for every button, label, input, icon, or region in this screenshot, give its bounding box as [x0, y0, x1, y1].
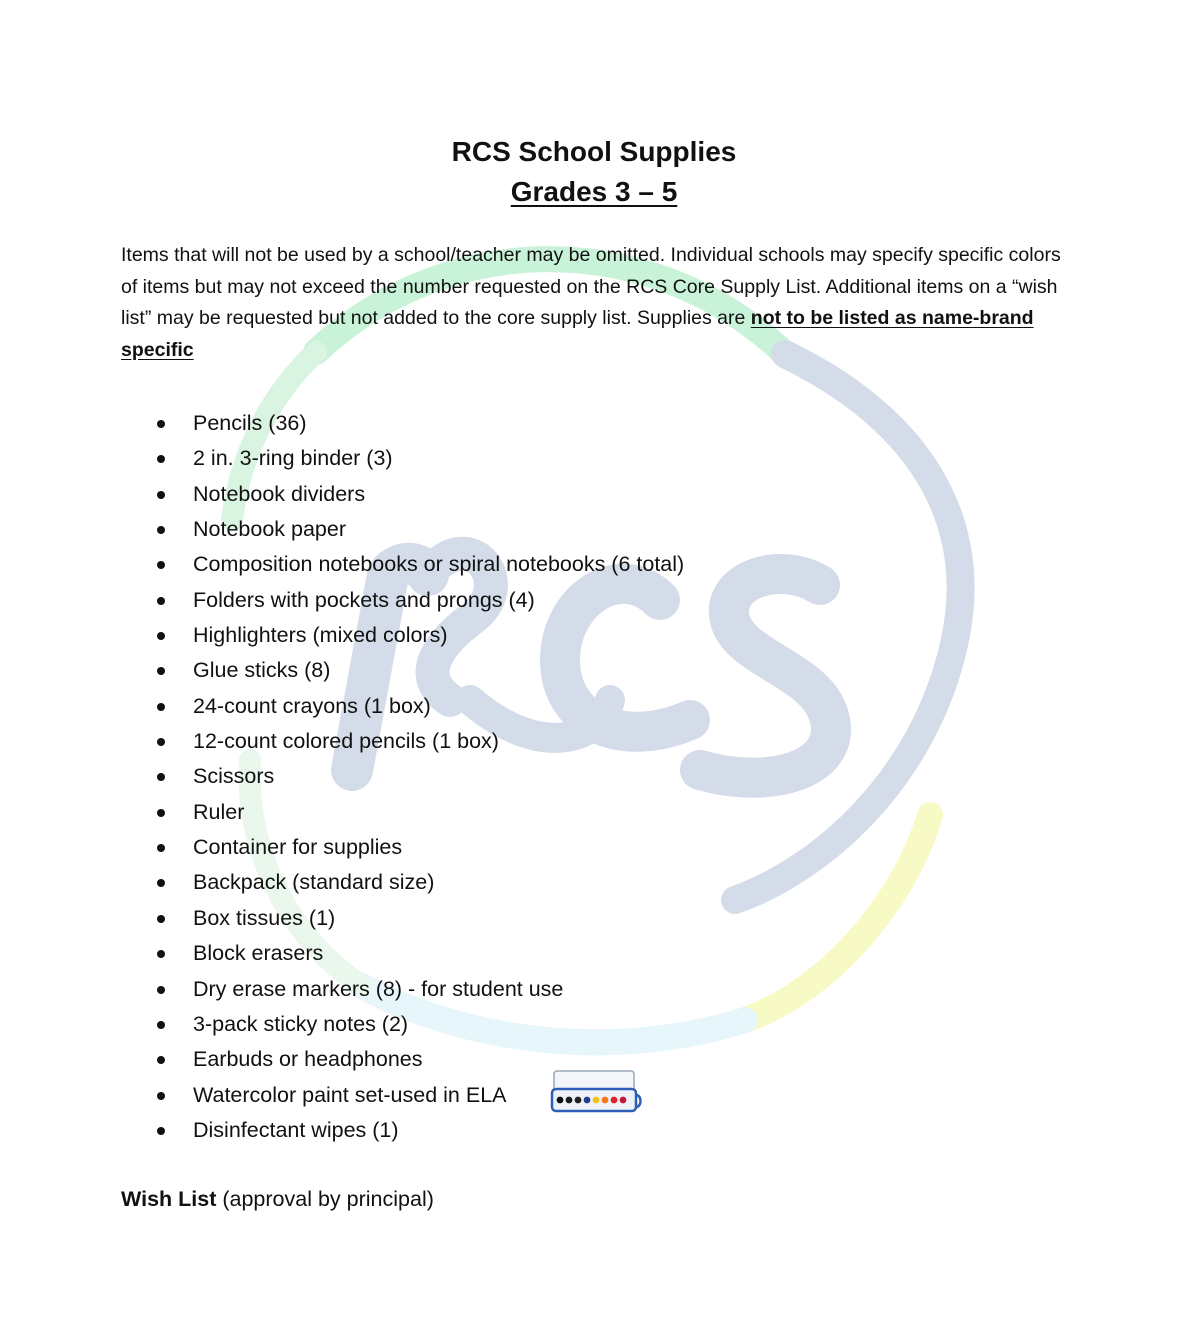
- intro-paragraph: [121, 240, 1071, 366]
- list-item: Watercolor paint set-used in ELA: [0, 1078, 900, 1113]
- list-item: 24-count crayons (1 box): [0, 689, 900, 724]
- wish-list-label: Wish List: [121, 1187, 217, 1211]
- bullet-icon: [157, 844, 165, 852]
- list-item: 3-pack sticky notes (2): [0, 1007, 900, 1042]
- watercolor-paint-set-icon: [550, 1069, 642, 1115]
- list-item: Earbuds or headphones: [0, 1042, 900, 1077]
- bullet-icon: [157, 915, 165, 923]
- supply-list: [0, 406, 900, 1148]
- list-item: Folders with pockets and prongs (4): [0, 583, 900, 618]
- list-item: Box tissues (1): [0, 901, 900, 936]
- list-item: Backpack (standard size): [0, 865, 900, 900]
- list-item: Glue sticks (8): [0, 653, 900, 688]
- bullet-icon: [157, 950, 165, 958]
- bullet-icon: [157, 561, 165, 569]
- wish-list: [121, 1183, 434, 1215]
- list-item: 2 in. 3-ring binder (3): [0, 441, 900, 476]
- list-item: Notebook dividers: [0, 477, 900, 512]
- bullet-icon: [157, 597, 165, 605]
- list-item: Dry erase markers (8) - for student use: [0, 972, 900, 1007]
- list-item: 12-count colored pencils (1 box): [0, 724, 900, 759]
- list-item: Disinfectant wipes (1): [0, 1113, 900, 1148]
- list-item: Notebook paper: [0, 512, 900, 547]
- bullet-icon: [157, 491, 165, 499]
- list-item: Highlighters (mixed colors): [0, 618, 900, 653]
- bullet-icon: [157, 667, 165, 675]
- intro-text: Items that will not be used by a school/teacher may be omitted. Individual schools may specify specific colors of items but may not exceed the number requested on the RCS Core Supply List. Additional items on a “wish list” may be requested but not added to the core supply list. Supplies are: [121, 244, 1061, 329]
- bullet-icon: [157, 455, 165, 463]
- intro-emphasis: not to be listed as name-brand specific: [121, 307, 1034, 361]
- wish-list-note: (approval by principal): [222, 1187, 434, 1211]
- list-item: Pencils (36): [0, 406, 900, 441]
- list-item: Container for supplies: [0, 830, 900, 865]
- bullet-icon: [157, 986, 165, 994]
- bullet-icon: [157, 1127, 165, 1135]
- bullet-icon: [157, 1092, 165, 1100]
- bullet-icon: [157, 809, 165, 817]
- list-item: Ruler: [0, 795, 900, 830]
- bullet-icon: [157, 738, 165, 746]
- bullet-icon: [157, 420, 165, 428]
- list-item: Block erasers: [0, 936, 900, 971]
- page-subtitle: Grades 3 – 5: [510, 176, 678, 207]
- bullet-icon: [157, 1056, 165, 1064]
- bullet-icon: [157, 632, 165, 640]
- bullet-icon: [157, 879, 165, 887]
- bullet-icon: [157, 1021, 165, 1029]
- bullet-icon: [157, 703, 165, 711]
- bullet-icon: [157, 773, 165, 781]
- page-title: RCS School Supplies: [451, 136, 737, 167]
- bullet-icon: [157, 526, 165, 534]
- list-item: Composition notebooks or spiral notebooks (6 total): [0, 547, 900, 582]
- list-item: Scissors: [0, 759, 900, 794]
